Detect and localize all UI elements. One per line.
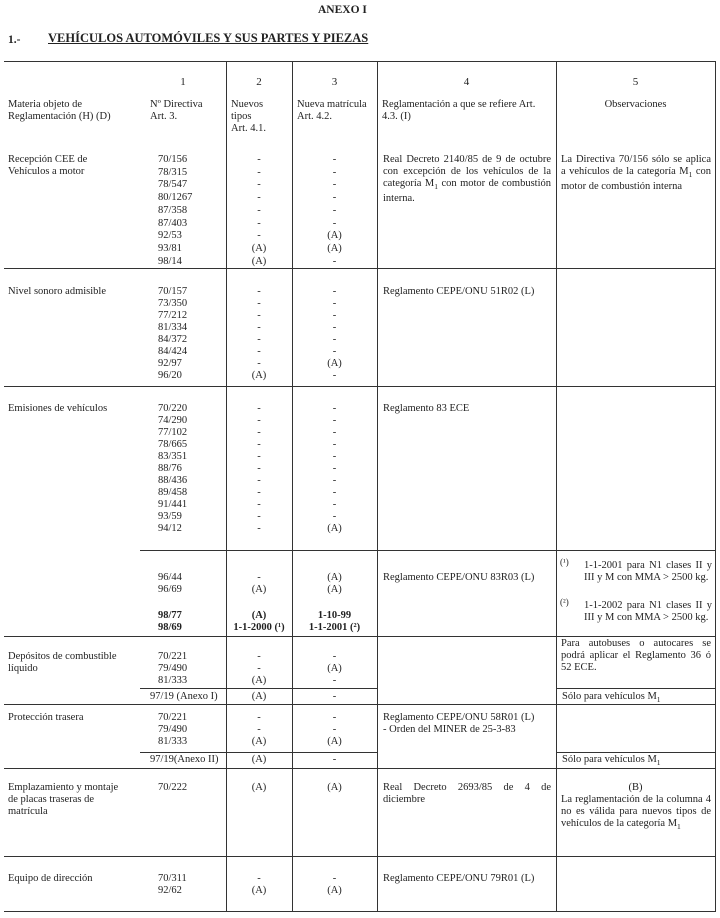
footnote-2: 1-1-2002 para N1 clases II y III y M con MMA > 2500 kg. [584, 600, 712, 623]
header-nuevos-tipos: Nuevos [231, 99, 264, 110]
nueva-matricula-value: - [332, 204, 337, 216]
nuevos-tipos-value: - [257, 322, 261, 333]
directiva-number: 87/403 [158, 217, 188, 229]
directiva-number: 84/372 [158, 334, 188, 345]
header-reglamentacion: 4.3. (I) [382, 111, 411, 122]
nueva-matricula-value: - [332, 154, 337, 165]
nuevos-tipos-value: - [257, 463, 261, 474]
directiva-number: 70/221 [158, 651, 188, 662]
nuevos-tipos-value: - [257, 724, 261, 735]
nuevos-tipos-value: - [257, 663, 261, 674]
directiva-number: 84/424 [158, 346, 188, 357]
nuevos-tipos-value: (A) [251, 675, 267, 686]
nuevos-tipos-value: - [257, 334, 261, 345]
nuevos-tipos-value: 1-1-2000 (¹) [233, 622, 285, 633]
nueva-matricula-depositos-anexo: - [332, 691, 337, 702]
nuevos-tipos-value: - [257, 346, 261, 357]
nuevos-tipos-value: (A) [251, 736, 267, 747]
nueva-matricula-value: - [332, 439, 337, 450]
reglamentacion-direccion: Reglamento CEPE/ONU 79R01 (L) [383, 873, 535, 884]
directiva-number: 70/311 [158, 873, 187, 884]
reglamentacion-nivel-sonoro: Reglamento CEPE/ONU 51R02 (L) [383, 286, 535, 297]
observaciones-emplazamiento: La reglamentación de la columna 4 no es válida para nuevos tipos de vehículos de la categoría $M_1$ [561, 794, 711, 832]
nueva-matricula-value: - [332, 487, 337, 498]
nueva-matricula-value: - [332, 255, 337, 267]
nuevos-tipos-value: - [257, 230, 261, 242]
directiva-number: 70/220 [158, 403, 188, 414]
footnote-mark-2: (²) [560, 597, 569, 607]
directiva-depositos-anexo: 97/19 (Anexo I) [150, 691, 218, 702]
directiva-number: 73/350 [158, 298, 188, 309]
row-separator [4, 268, 716, 269]
materia-emisiones: Emisiones de vehículos [8, 403, 108, 414]
nuevos-tipos-value: - [257, 310, 261, 321]
directiva-proteccion-anexo: 97/19(Anexo II) [150, 754, 219, 765]
directiva-number: 70/156 [158, 154, 188, 165]
nuevos-tipos-value: - [257, 298, 261, 309]
reglamentacion-recepcion: Real Decreto 2140/85 de 9 de octubre con excepción de los vehículos de la categoría $M_1$ con motor de combustión interna. [383, 154, 551, 205]
directiva-number: 98/69 [158, 622, 182, 633]
nueva-matricula-value: - [332, 463, 337, 474]
column-divider [377, 61, 378, 912]
nueva-matricula-value: 1-1-2001 (²) [308, 622, 361, 633]
directiva-number: 96/69 [158, 584, 182, 595]
column-divider [715, 61, 716, 912]
directiva-number: 83/351 [158, 451, 188, 462]
nueva-matricula-value: - [332, 370, 337, 381]
directiva-number: 88/76 [158, 463, 182, 474]
nuevos-tipos-value: - [257, 217, 261, 229]
nuevos-tipos-value: - [257, 415, 261, 426]
row-separator [556, 688, 716, 689]
nueva-matricula-value: (A) [327, 242, 342, 254]
directiva-number: 98/77 [158, 610, 182, 621]
col-number-5: 5 [632, 76, 639, 88]
nuevos-tipos-proteccion-anexo: (A) [251, 754, 267, 765]
row-separator [140, 688, 377, 689]
directiva-number: 91/441 [158, 499, 188, 510]
nuevos-tipos-value: - [257, 651, 261, 662]
row-separator [140, 550, 716, 551]
nueva-matricula-value: - [332, 322, 337, 333]
table-bottom-border [4, 911, 716, 912]
nueva-matricula-value: (A) [327, 358, 342, 369]
materia-proteccion: Protección trasera [8, 712, 84, 723]
nuevos-tipos-emplazamiento: (A) [251, 782, 267, 793]
nuevos-tipos-value: (A) [251, 885, 267, 896]
nueva-matricula-value: - [332, 310, 337, 321]
row-separator [4, 856, 716, 857]
row-separator [140, 752, 377, 753]
directiva-number: 92/62 [158, 885, 182, 896]
directiva-number: 80/1267 [158, 192, 193, 204]
row-separator [4, 636, 716, 637]
directiva-number: 89/458 [158, 487, 188, 498]
nuevos-tipos-value: - [257, 712, 261, 723]
materia-nivel-sonoro: Nivel sonoro admisible [8, 286, 106, 297]
reglamentacion-emplazamiento: Real Decreto 2693/85 de 4 de diciembre [383, 782, 551, 805]
nueva-matricula-value: - [332, 179, 337, 191]
directiva-number: 79/490 [158, 724, 188, 735]
nuevos-tipos-value: (A) [251, 584, 267, 595]
nueva-matricula-value: - [332, 192, 337, 204]
materia-direccion: Equipo de dirección [8, 873, 93, 884]
nuevos-tipos-value: - [257, 475, 261, 486]
directiva-number: 92/97 [158, 358, 182, 369]
nuevos-tipos-value: - [257, 451, 261, 462]
header-observaciones: Observaciones [604, 99, 667, 110]
nueva-matricula-value: - [332, 286, 337, 297]
nueva-matricula-value: - [332, 651, 337, 662]
nuevos-tipos-value: - [257, 154, 261, 165]
nuevos-tipos-value: - [257, 499, 261, 510]
row-separator [4, 386, 716, 387]
nueva-matricula-value: (A) [327, 663, 342, 674]
col-number-1: 1 [180, 76, 186, 88]
nueva-matricula-value: - [332, 675, 337, 686]
nuevos-tipos-value: (A) [251, 255, 267, 267]
nueva-matricula-value: - [332, 298, 337, 309]
nuevos-tipos-value: (A) [251, 610, 267, 621]
directiva-number: 96/20 [158, 370, 182, 381]
row-separator [556, 752, 716, 753]
nueva-matricula-value: - [332, 499, 337, 510]
nuevos-tipos-value: (A) [251, 370, 267, 381]
nuevos-tipos-value: - [257, 166, 261, 178]
nueva-matricula-value: - [332, 712, 337, 723]
nueva-matricula-value: - [332, 724, 337, 735]
nuevos-tipos-value: - [257, 873, 261, 884]
nuevos-tipos-value: (A) [251, 242, 267, 254]
directiva-number: 79/490 [158, 663, 188, 674]
nuevos-tipos-value: - [257, 192, 261, 204]
footnote-1: 1-1-2001 para N1 clases II y III y M con MMA > 2500 kg. [584, 560, 712, 583]
reglamentacion-proteccion: Reglamento CEPE/ONU 58R01 (L) [383, 712, 535, 723]
header-directiva: Art. 3. [150, 111, 178, 122]
directiva-number: 94/12 [158, 523, 182, 534]
directiva-number: 77/102 [158, 427, 188, 438]
nueva-matricula-value: - [332, 403, 337, 414]
observaciones-depositos-anexo: Sólo para vehículos $M_1$ [562, 691, 661, 705]
nueva-matricula-value: - [332, 475, 337, 486]
directiva-number: 77/212 [158, 310, 188, 321]
nuevos-tipos-value: - [257, 286, 261, 297]
nuevos-tipos-value: - [257, 427, 261, 438]
observaciones-depositos: Para autobuses o autocares se podrá aplicar el Reglamento 36 ó 52 ECE. [561, 638, 711, 673]
nueva-matricula-value: (A) [327, 572, 342, 583]
directiva-number: 81/333 [158, 736, 188, 747]
annex-title: ANEXO I [318, 4, 367, 16]
directiva-number: 78/665 [158, 439, 188, 450]
nueva-matricula-value: - [332, 511, 337, 522]
table-top-border [4, 61, 716, 62]
nuevos-tipos-value: - [257, 204, 261, 216]
nueva-matricula-value: - [332, 427, 337, 438]
materia-emplazamiento: Emplazamiento y montaje [8, 782, 119, 793]
directiva-number: 98/14 [158, 255, 182, 267]
nuevos-tipos-depositos-anexo: (A) [251, 691, 267, 702]
materia-recepcion: Vehículos a motor [8, 166, 85, 177]
col-number-2: 2 [256, 76, 262, 88]
directiva-emplazamiento: 70/222 [158, 782, 188, 793]
directiva-number: 81/333 [158, 675, 188, 686]
directiva-number: 78/315 [158, 166, 188, 178]
footnote-mark-1: (¹) [560, 557, 569, 567]
header-nuevos-tipos: tipos [231, 111, 252, 122]
header-nuevos-tipos: Art. 4.1. [231, 123, 266, 134]
nueva-matricula-value: 1-10-99 [317, 610, 352, 621]
nuevos-tipos-value: - [257, 179, 261, 191]
reglamentacion-emisiones-83r03: Reglamento CEPE/ONU 83R03 (L) [383, 572, 535, 583]
directiva-number: 74/290 [158, 415, 188, 426]
directiva-number: 92/53 [158, 230, 182, 242]
directiva-number: 87/358 [158, 204, 188, 216]
directiva-number: 93/59 [158, 511, 182, 522]
nueva-matricula-value: - [332, 217, 337, 229]
nuevos-tipos-value: - [257, 511, 261, 522]
nueva-matricula-value: (A) [327, 885, 342, 896]
nueva-matricula-emplazamiento: (A) [327, 782, 342, 793]
directiva-number: 88/436 [158, 475, 188, 486]
nuevos-tipos-value: - [257, 487, 261, 498]
nueva-matricula-proteccion-anexo: - [332, 754, 337, 765]
materia-emplazamiento: de placas traseras de [8, 794, 94, 805]
nuevos-tipos-value: - [257, 358, 261, 369]
nueva-matricula-value: - [332, 334, 337, 345]
nuevos-tipos-value: - [257, 572, 261, 583]
nueva-matricula-value: - [332, 346, 337, 357]
col-number-3: 3 [331, 76, 338, 88]
header-materia: Reglamentación (H) (D) [8, 111, 111, 122]
header-nueva-matricula: Art. 4.2. [297, 111, 332, 122]
col-number-4: 4 [463, 76, 470, 88]
nueva-matricula-value: - [332, 873, 337, 884]
nueva-matricula-value: - [332, 451, 337, 462]
nuevos-tipos-value: - [257, 403, 261, 414]
header-nueva-matricula: Nueva matrícula [297, 99, 367, 110]
reglamentacion-emisiones: Reglamento 83 ECE [383, 403, 470, 414]
materia-depositos: Depósitos de combustible [8, 651, 117, 662]
nueva-matricula-value: (A) [327, 584, 342, 595]
header-materia: Materia objeto de [8, 99, 83, 110]
directiva-number: 70/221 [158, 712, 188, 723]
section-number: 1.- [8, 34, 21, 46]
observaciones-recepcion: La Directiva 70/156 sólo se aplica a vehículos de la categoría $M_1$ con motor de combustión interna [561, 154, 711, 193]
section-title: VEHÍCULOS AUTOMÓVILES Y SUS PARTES Y PIEZAS [48, 31, 369, 45]
directiva-number: 70/157 [158, 286, 188, 297]
nuevos-tipos-value: - [257, 523, 261, 534]
directiva-number: 96/44 [158, 572, 182, 583]
reglamentacion-proteccion: - Orden del MINER de 25-3-83 [383, 724, 516, 735]
nuevos-tipos-value: - [257, 439, 261, 450]
nueva-matricula-value: (A) [327, 230, 342, 242]
nueva-matricula-value: (A) [327, 736, 342, 747]
directiva-number: 78/547 [158, 179, 188, 191]
directiva-number: 93/81 [158, 242, 182, 254]
materia-depositos: líquido [8, 663, 38, 674]
header-directiva: Nº Directiva [150, 99, 203, 110]
nueva-matricula-value: - [332, 415, 337, 426]
header-reglamentacion: Reglamentación a que se refiere Art. [382, 99, 536, 110]
materia-recepcion: Recepción CEE de [8, 154, 88, 165]
observaciones-proteccion-anexo: Sólo para vehículos $M_1$ [562, 754, 661, 768]
directiva-number: 81/334 [158, 322, 188, 333]
nueva-matricula-value: - [332, 166, 337, 178]
nueva-matricula-value: (A) [327, 523, 342, 534]
materia-emplazamiento: matrícula [8, 806, 48, 817]
observaciones-emplazamiento-b: (B) [628, 782, 643, 793]
